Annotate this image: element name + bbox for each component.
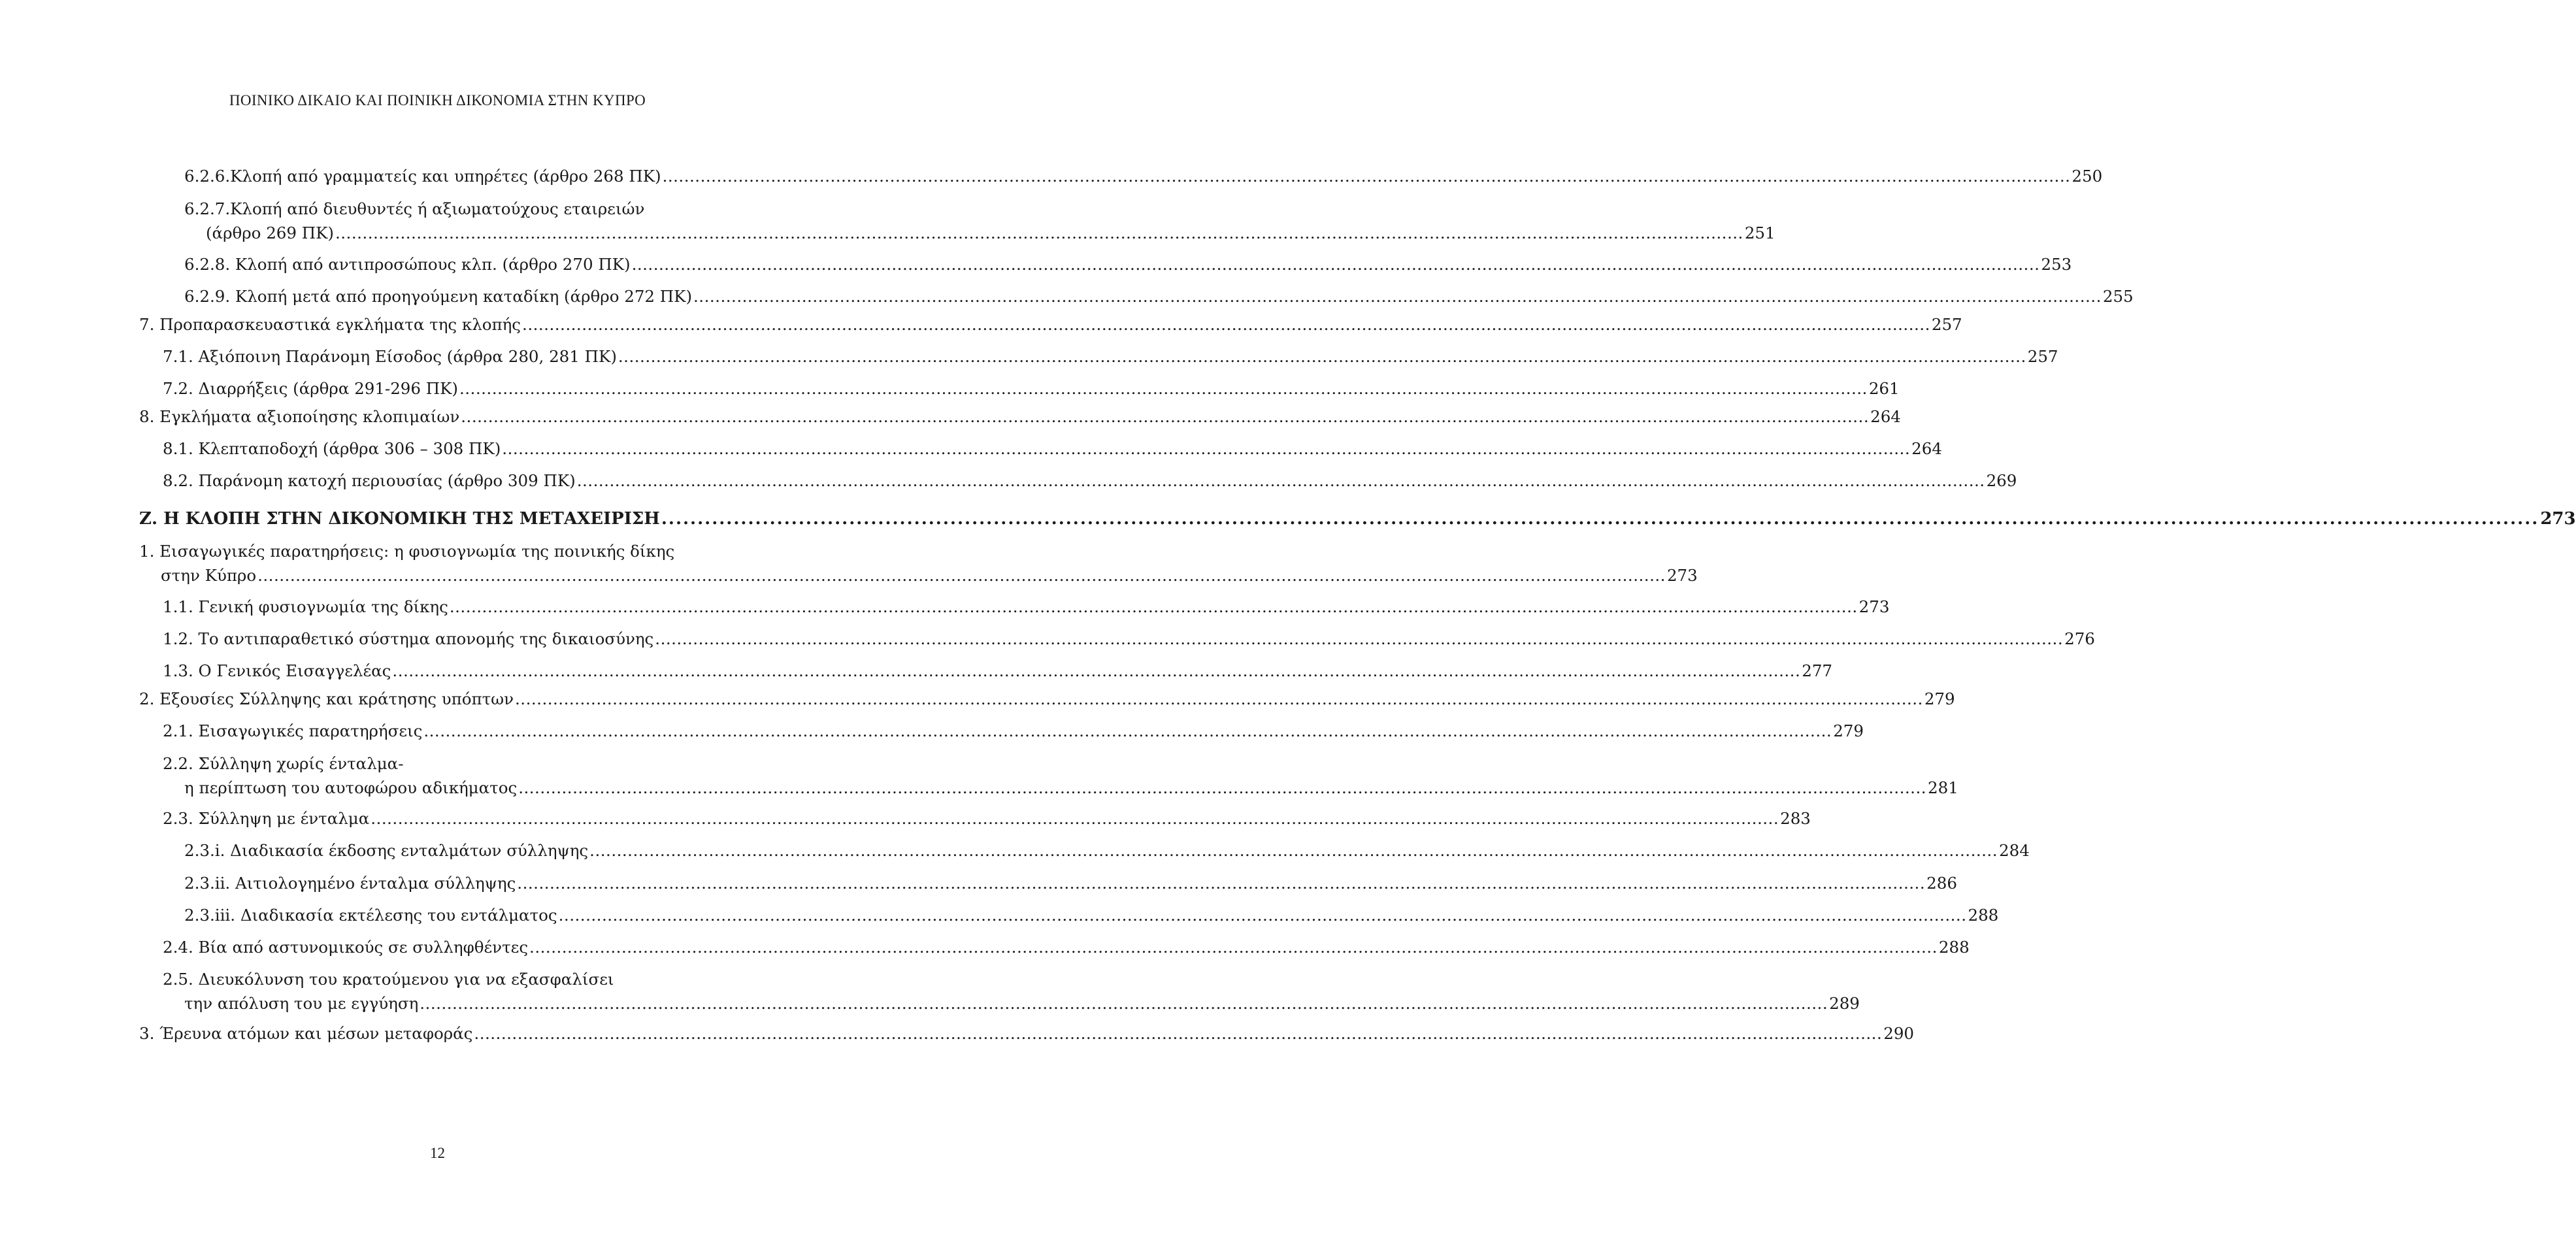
toc-entry-page: 279 [1924,689,1955,708]
dot-leader: .................................................................................................................................................................................................................................................................... [518,778,1927,797]
table-of-contents [139,0,2576,1111]
toc-entry-title: Ζ. Η ΚΛΟΠΗ ΣΤΗΝ ΔΙΚΟΝΟΜΙΚΗ ΤΗΣ ΜΕΤΑΧΕΙΡΙΣΗ [139,509,660,529]
toc-entry-title: 2.3.ii. Αιτιολογημένο ένταλμα σύλληψης [184,874,516,893]
toc-entry-title: 1.1. Γενική φυσιογνωμία της δίκης [163,597,448,616]
toc-entry [139,627,2095,651]
dot-leader: .................................................................................................................................................................................................................................................................... [589,841,1998,860]
page-number: 12 [430,1145,445,1161]
toc-entry [139,404,1901,429]
toc-entry-page: 286 [1926,874,1957,893]
toc-entry [139,312,1962,337]
running-head: ΠΟΙΝΙΚΟ ΔΙΚΑΙΟ ΚΑΙ ΠΟΙΝΙΚΗ ΔΙΚΟΝΟΜΙΑ ΣΤΗΝ ΚΥΠΡΟ [229,92,646,108]
toc-entry [139,967,1860,1015]
toc-entry-title: 1.3. Ο Γενικός Εισαγγελέας [163,661,391,680]
toc-entry-page: 264 [1911,439,1942,458]
toc-entry-page: 283 [1780,809,1811,828]
toc-entry-title: 1.2. Το αντιπαραθετικό σύστημα απονομής της δικαιοσύνης [163,629,654,648]
toc-entry-page: 288 [1968,906,1999,925]
toc-entry-title-cont: στην Κύπρο [161,566,257,585]
toc-entry [139,838,2030,863]
toc-entry-page: 251 [1744,223,1775,242]
toc-entry-page: 273 [1858,597,1890,616]
dot-leader: .................................................................................................................................................................................................................................................................... [662,167,2071,186]
dot-leader: .................................................................................................................................................................................................................................................................... [459,379,1868,398]
toc-entry [139,376,1900,401]
toc-entry [139,871,1957,895]
toc-entry-page: 273 [2540,509,2576,529]
toc-entry-page: 290 [1883,1024,1915,1043]
toc-entry [139,284,2134,308]
toc-entry [139,751,1958,800]
dot-leader: .................................................................................................................................................................................................................................................................... [517,874,1926,893]
toc-entry-title: 2.2. Σύλληψη χωρίς ένταλμα- [163,754,404,773]
toc-entry-title: 2.3.i. Διαδικασία έκδοσης ενταλμάτων σύλληψης [184,841,589,860]
toc-entry-page: 257 [1931,315,1962,334]
toc-entry-title: 7.1. Αξιόποινη Παράνομη Είσοδος (άρθρα 280, 281 ΠΚ) [163,347,617,366]
toc-entry [139,903,1999,927]
toc-entry-page: 255 [2102,287,2134,306]
toc-entry-title: 6.2.7.Κλοπή από διευθυντές ή αξιωματούχους εταιρειών [184,199,645,218]
toc-entry [139,469,2017,493]
dot-leader: .................................................................................................................................................................................................................................................................... [522,315,1930,334]
toc-entry-page: 279 [1833,721,1864,740]
dot-leader: .................................................................................................................................................................................................................................................................... [515,689,1923,708]
dot-leader: .................................................................................................................................................................................................................................................................... [257,566,1666,585]
toc-entry-title: 7.2. Διαρρήξεις (άρθρα 291-296 ΠΚ) [163,379,458,398]
toc-entry-title: 2.4. Βία από αστυνομικούς σε συλληφθέντες [163,938,529,957]
dot-leader: .................................................................................................................................................................................................................................................................... [335,223,1743,242]
toc-entry-title: 3. Έρευνα ατόμων και μέσων μεταφοράς [139,1024,473,1043]
toc-entry [139,344,2058,369]
toc-entry-page: 281 [1928,778,1958,797]
dot-leader: .................................................................................................................................................................................................................................................................... [392,661,1801,680]
dot-leader: .................................................................................................................................................................................................................................................................... [474,1024,1883,1043]
toc-entry [139,197,1775,245]
toc-entry [139,719,1864,743]
toc-entry-page: 250 [2072,167,2103,186]
toc-entry-title: 1. Εισαγωγικές παρατηρήσεις: η φυσιογνωμία της ποινικής δίκης [139,542,675,561]
toc-entry [139,252,2072,276]
toc-entry-page: 288 [1938,938,1970,957]
toc-entry-title: 2. Εξουσίες Σύλληψης και κράτησης υπόπτων [139,689,514,708]
toc-entry-title: 8. Εγκλήματα αξιοποίησης κλοπιμαίων [139,407,460,426]
dot-leader: .................................................................................................................................................................................................................................................................... [461,407,1870,426]
toc-entry-page: 273 [1666,566,1698,585]
toc-entry [139,659,1833,683]
dot-leader: .................................................................................................................................................................................................................................................................... [502,439,1911,458]
toc-entry-title: 2.5. Διευκόλυνση του κρατούμενου για να εξασφαλίσει [163,970,614,989]
toc-entry [139,595,1890,619]
toc-entry-page: 253 [2041,255,2072,274]
toc-entry-title: 6.2.9. Κλοπή μετά από προηγούμενη καταδίκη (άρθρο 272 ΠΚ) [184,287,693,306]
toc-entry-title: 2.1. Εισαγωγικές παρατηρήσεις [163,721,423,740]
dot-leader: .................................................................................................................................................................................................................................................................... [693,287,2102,306]
toc-entry-title-cont: η περίπτωση του αυτοφώρου αδικήματος [184,778,518,797]
toc-entry-title-cont: (άρθρο 269 ΠΚ) [206,223,334,242]
toc-entry [139,935,1970,959]
toc-entry-page: 264 [1870,407,1901,426]
toc-entry-page: 261 [1868,379,1900,398]
toc-entry [139,806,1811,831]
dot-leader: .................................................................................................................................................................................................................................................................... [371,809,1779,828]
toc-entry-page: 269 [1986,471,2017,490]
toc-entry-title: 8.2. Παράνομη κατοχή περιουσίας (άρθρο 309 ΠΚ) [163,471,576,490]
dot-leader: .................................................................................................................................................................................................................................................................... [631,255,2040,274]
toc-entry-title: 7. Προπαρασκευαστικά εγκλήματα της κλοπής [139,315,521,334]
toc-entry [139,436,1942,461]
dot-leader: .................................................................................................................................................................................................................................................................... [420,994,1828,1013]
toc-entry-title: 6.2.6.Κλοπή από γραμματείς και υπηρέτες (άρθρο 268 ΠΚ) [184,167,661,186]
toc-entry-page: 284 [1999,841,2030,860]
toc-entry-page: 257 [2027,347,2058,366]
dot-leader: .................................................................................................................................................................................................................................................................... [661,509,2539,529]
toc-entry [139,1021,1915,1046]
toc-entry-page: 289 [1829,994,1860,1013]
dot-leader: .................................................................................................................................................................................................................................................................... [449,597,1858,616]
toc-entry-title: 2.3. Σύλληψη με ένταλμα [163,809,370,828]
toc-entry-title: 6.2.8. Κλοπή από αντιπροσώπους κλπ. (άρθρο 270 ΠΚ) [184,255,631,274]
toc-entry-title: 2.3.iii. Διαδικασία εκτέλεσης του εντάλματος [184,906,557,925]
dot-leader: .................................................................................................................................................................................................................................................................... [423,721,1832,740]
toc-entry [139,164,2103,188]
dot-leader: .................................................................................................................................................................................................................................................................... [558,906,1967,925]
dot-leader: .................................................................................................................................................................................................................................................................... [655,629,2064,648]
toc-entry [139,687,1955,711]
toc-chapter-entry [139,507,2576,531]
dot-leader: .................................................................................................................................................................................................................................................................... [529,938,1938,957]
dot-leader: .................................................................................................................................................................................................................................................................... [618,347,2026,366]
toc-entry-page: 277 [1802,661,1833,680]
toc-entry [139,539,1698,587]
dot-leader: .................................................................................................................................................................................................................................................................... [576,471,1985,490]
toc-entry-title: 8.1. Κλεπταποδοχή (άρθρα 306 – 308 ΠΚ) [163,439,501,458]
toc-entry-title-cont: την απόλυση του με εγγύηση [184,994,419,1013]
toc-entry-page: 276 [2064,629,2095,648]
